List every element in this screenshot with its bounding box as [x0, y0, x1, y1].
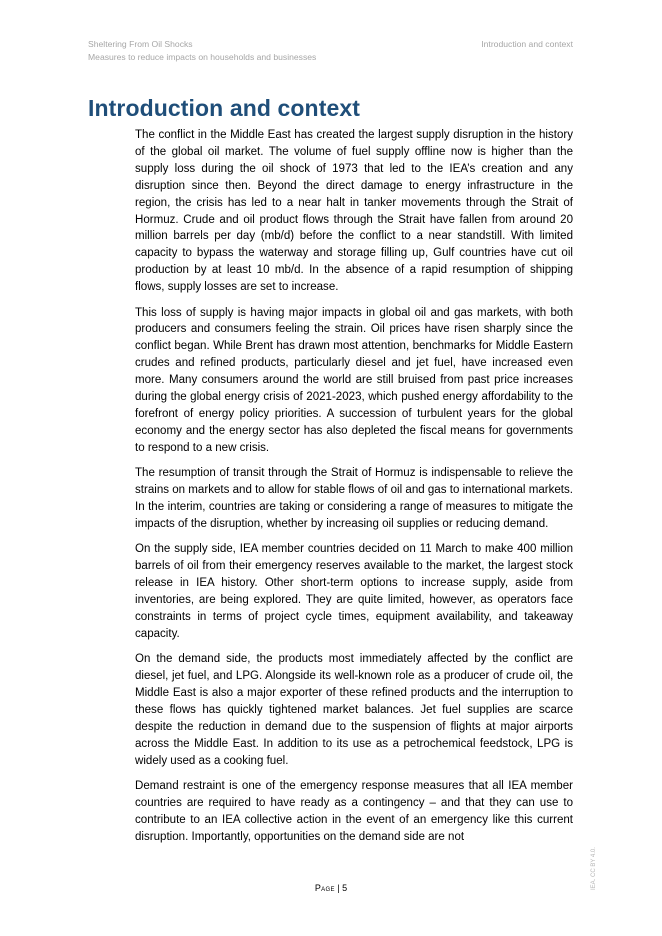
report-subtitle: Measures to reduce impacts on households and businesses [88, 52, 317, 62]
paragraph: Demand restraint is one of the emergency response measures that all IEA member countries are required to have ready as a contingency – and that they can use to contribute to an IEA collective action in the event of an emergency like this current disruption. Importantly, opportunities on the demand side are not [135, 780, 573, 843]
page-footer [0, 883, 662, 893]
body-text [135, 127, 573, 854]
page-number: 5 [342, 883, 348, 893]
paragraph: The conflict in the Middle East has created the largest supply disruption in the history of the global oil market. The volume of fuel supply offline now is higher than the supply loss during the oil shock of 1973 that led to the IEA’s creation and any disruption since then. Beyond the direct damage to energy infrastructure in the region, the crisis has led to a near halt in tanker movements through the Strait of Hormuz. Crude and oil product flows through the Strait have fallen from around 20 million barrels per day (mb/d) before the conflict to a near standstill. With limited capacity to bypass the waterway and storage filling up, Gulf countries have cut oil production by at least 10 mb/d. In the absence of a rapid resumption of shipping flows, supply losses are set to increase. [135, 129, 573, 294]
running-header-left [88, 38, 316, 64]
paragraph: This loss of supply is having major impacts in global oil and gas markets, with both producers and consumers feeling the strain. Oil prices have risen sharply since the conflict began. While Brent has drawn most attention, benchmarks for Middle Eastern crudes and refined products, particularly diesel and jet fuel, have increased even more. Many consumers around the world are still bruised from past price increases during the global energy crisis of 2021-2023, which pushed energy affordability to the forefront of energy policy priorities. A succession of turbulent years for the global economy and the energy sector has also depleted the fiscal means for governments to respond to a new crisis. [135, 306, 573, 454]
running-header-section: Introduction and context [481, 39, 573, 49]
report-title: Sheltering From Oil Shocks [88, 39, 193, 49]
page-label: Page [314, 883, 335, 893]
paragraph: On the demand side, the products most immediately affected by the conflict are diesel, jet fuel, and LPG. Alongside its well-known role as a producer of crude oil, the Middle East is also a major exporter of these refined products and the interruption to these flows has quickly tightened market balances. Jet fuel supplies are scarce despite the reduction in demand due to the suspension of flights at major airports across the Middle East. In addition to its use as a petrochemical feedstock, LPG is widely used as a cooking fuel. [135, 653, 573, 767]
page-title: Introduction and context [88, 95, 360, 121]
page-separator: | [334, 883, 343, 893]
paragraph: On the supply side, IEA member countries decided on 11 March to make 400 million barrels of oil from their emergency reserves available to the market, the largest stock release in IEA history. Other short-term options to increase supply, aside from inventories, are being explored. They are quite limited, however, as operators face constraints in terms of project cycle times, equipment availability, and takeaway capacity. [135, 543, 573, 640]
license-notice: IEA. CC BY 4.0. [591, 847, 597, 890]
paragraph: The resumption of transit through the Strait of Hormuz is indispensable to relieve the strains on markets and to allow for stable flows of oil and gas to international markets. In the interim, countries are taking or considering a range of measures to mitigate the impacts of the disruption, whether by increasing oil supplies or reducing demand. [135, 467, 573, 530]
